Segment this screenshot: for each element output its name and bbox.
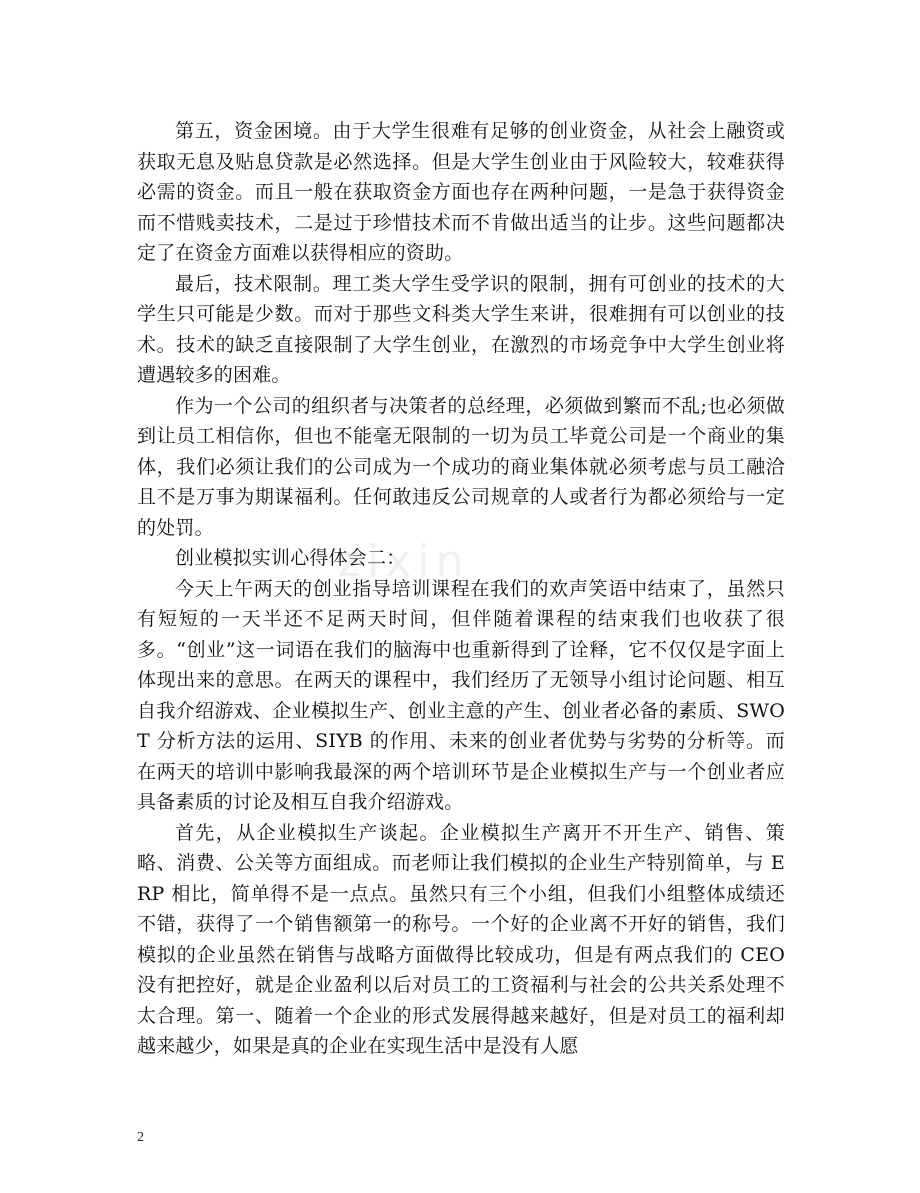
paragraph-training-summary: 今天上午两天的创业指导培训课程在我们的欢声笑语中结束了，虽然只有短短的一天半还不足两天时间，但伴随着课程的结束我们也收获了很多。“创业”这一词语在我们的脑海中也重新得到了诠释，它不仅仅是字面上体现出来的意思。在两天的课程中，我们经历了无领导小组讨论问题、相互自我介绍游戏、企业模拟生产、创业主意的产生、创业者必备的素质、SWOT 分析方法的运用、SIYB 的作用、未来的创业者优势与劣势的分析等。而在两天的培训中影响我最深的两个培训环节是企业模拟生产与一个创业者应具备素质的讨论及相互自我介绍游戏。 [137, 577, 785, 813]
paragraph-technology-limits: 最后，技术限制。理工类大学生受学识的限制，拥有可创业的技术的大学生只可能是少数。而对于那些文科类大学生来讲，很难拥有可以创业的技术。技术的缺乏直接限制了大学生创业，在激烈的市场竞争中大学生创业将遭遇较多的困难。 [137, 272, 785, 386]
document-body [137, 116, 785, 1062]
section-heading-part-two: 创业模拟实训心得体会二： [175, 547, 406, 569]
page-number: 2 [137, 1130, 144, 1145]
paragraph-simulation-production: 首先，从企业模拟生产谈起。企业模拟生产离开不开生产、销售、策略、消费、公关等方面组成。而老师让我们模拟的企业生产特别简单，与 ERP 相比，简单得不是一点点。虽然只有三个小组，但我们小组整体成绩还不错，获得了一个销售额第一的称号。一个好的企业离不开好的销售，我们模拟的企业虽然在销售与战略方面做得比较成功，但是有两点我们的 CEO 没有把控好，就是企业盈利以后对员工的工资福利与社会的公共关系处理不太合理。第一、随着一个企业的形式发展得越来越好，但是对员工的福利却越来越少，如果是真的企业在实现生活中是没有人愿 [137, 821, 785, 1057]
watermark-text: zixin [338, 536, 470, 587]
paragraph-funding-difficulty: 第五，资金困境。由于大学生很难有足够的创业资金，从社会上融资或获取无息及贴息贷款是必然选择。但是大学生创业由于风险较大，较难获得必需的资金。而且一般在获取资金方面也存在两种问题，一是急于获得资金而不惜贱卖技术，二是过于珍惜技术而不肯做出适当的让步。这些问题都决定了在资金方面难以获得相应的资助。 [137, 120, 785, 264]
paragraph-general-manager: 作为一个公司的组织者与决策者的总经理，必须做到繁而不乱;也必须做到让员工相信你，但也不能毫无限制的一切为员工毕竟公司是一个商业的集体，我们必须让我们的公司成为一个成功的商业集体就必须考虑与员工融洽且不是万事为期谋福利。任何敢违反公司规章的人或者行为都必须给与一定的处罚。 [137, 394, 785, 539]
